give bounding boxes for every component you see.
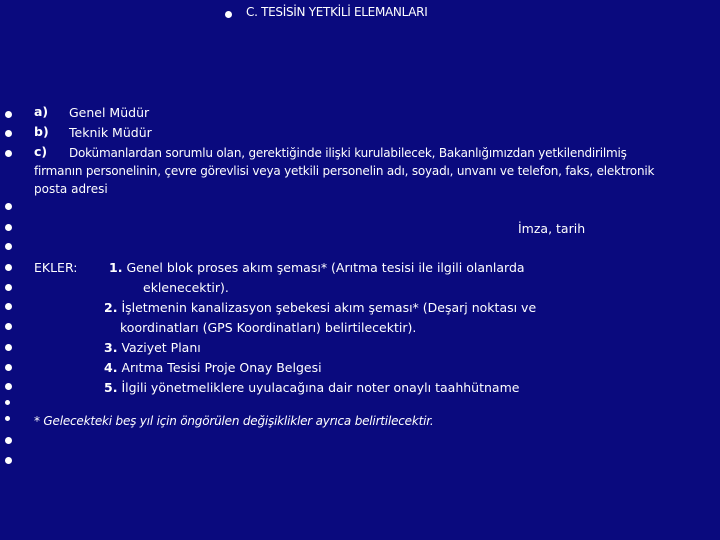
ekler-item-number: 3. [104, 340, 118, 355]
ekler-item-number: 4. [104, 360, 118, 375]
item-a-label: a) [34, 104, 49, 119]
bullet [5, 203, 12, 210]
item-b-text: Teknik Müdür [69, 125, 152, 140]
ekler-item-text: İşletmenin kanalizasyon şebekesi akım şeması* (Deşarj noktası ve [121, 300, 537, 315]
ekler-item-number: 1. [109, 260, 123, 275]
ekler-label: EKLER: [34, 260, 78, 275]
bullet [5, 437, 12, 444]
title-bullet [225, 11, 232, 18]
item-c-label: c) [34, 144, 48, 159]
ekler-item-4 [104, 359, 322, 377]
bullet [5, 323, 12, 330]
item-c-text-line2: firmanın personelinin, çevre görevlisi veya yetkili personelin adı, soyadı, unvanı ve telefon, faks, elektronik [34, 164, 655, 178]
ekler-item-text: Arıtma Tesisi Proje Onay Belgesi [121, 360, 322, 375]
bullet [5, 416, 10, 421]
signature-label: İmza, tarih [518, 221, 586, 236]
bullet [5, 400, 10, 405]
bullet [5, 383, 12, 390]
item-c-text-line3: posta adresi [34, 182, 108, 196]
item-b-label: b) [34, 124, 49, 139]
ekler-item-text: Vaziyet Planı [121, 340, 201, 355]
ekler-item-3 [104, 339, 201, 357]
ekler-item-2 [104, 299, 536, 317]
item-c-text: Dokümanlardan sorumlu olan, gerektiğinde ilişki kurulabilecek, Bakanlığımızdan yetkilendirilmiş [69, 146, 627, 160]
ekler-item-text: Genel blok proses akım şeması* (Arıtma tesisi ile ilgili olanlarda [126, 260, 525, 275]
bullet [5, 224, 12, 231]
bullet [5, 150, 12, 157]
bullet [5, 344, 12, 351]
bullet [5, 111, 12, 118]
bullet [5, 457, 12, 464]
ekler-item-1 [109, 259, 525, 277]
ekler-item-number: 2. [104, 300, 118, 315]
ekler-item-text: İlgili yönetmeliklere uyulacağına dair noter onaylı taahhütname [121, 380, 520, 395]
page-title: C. TESİSİN YETKİLİ ELEMANLARI [246, 5, 428, 19]
bullet [5, 130, 12, 137]
bullet [5, 243, 12, 250]
bullet [5, 364, 12, 371]
bullet [5, 303, 12, 310]
footnote: * Gelecekteki beş yıl için öngörülen değişiklikler ayrıca belirtilecektir. [34, 414, 434, 428]
ekler-item-number: 5. [104, 380, 118, 395]
item-a-text: Genel Müdür [69, 105, 150, 120]
ekler-item-5 [104, 379, 519, 397]
ekler-item-2-line2: koordinatları (GPS Koordinatları) belirtilecektir). [120, 320, 417, 335]
bullet [5, 284, 12, 291]
bullet [5, 264, 12, 271]
ekler-item-1-line2: eklenecektir). [143, 280, 229, 295]
